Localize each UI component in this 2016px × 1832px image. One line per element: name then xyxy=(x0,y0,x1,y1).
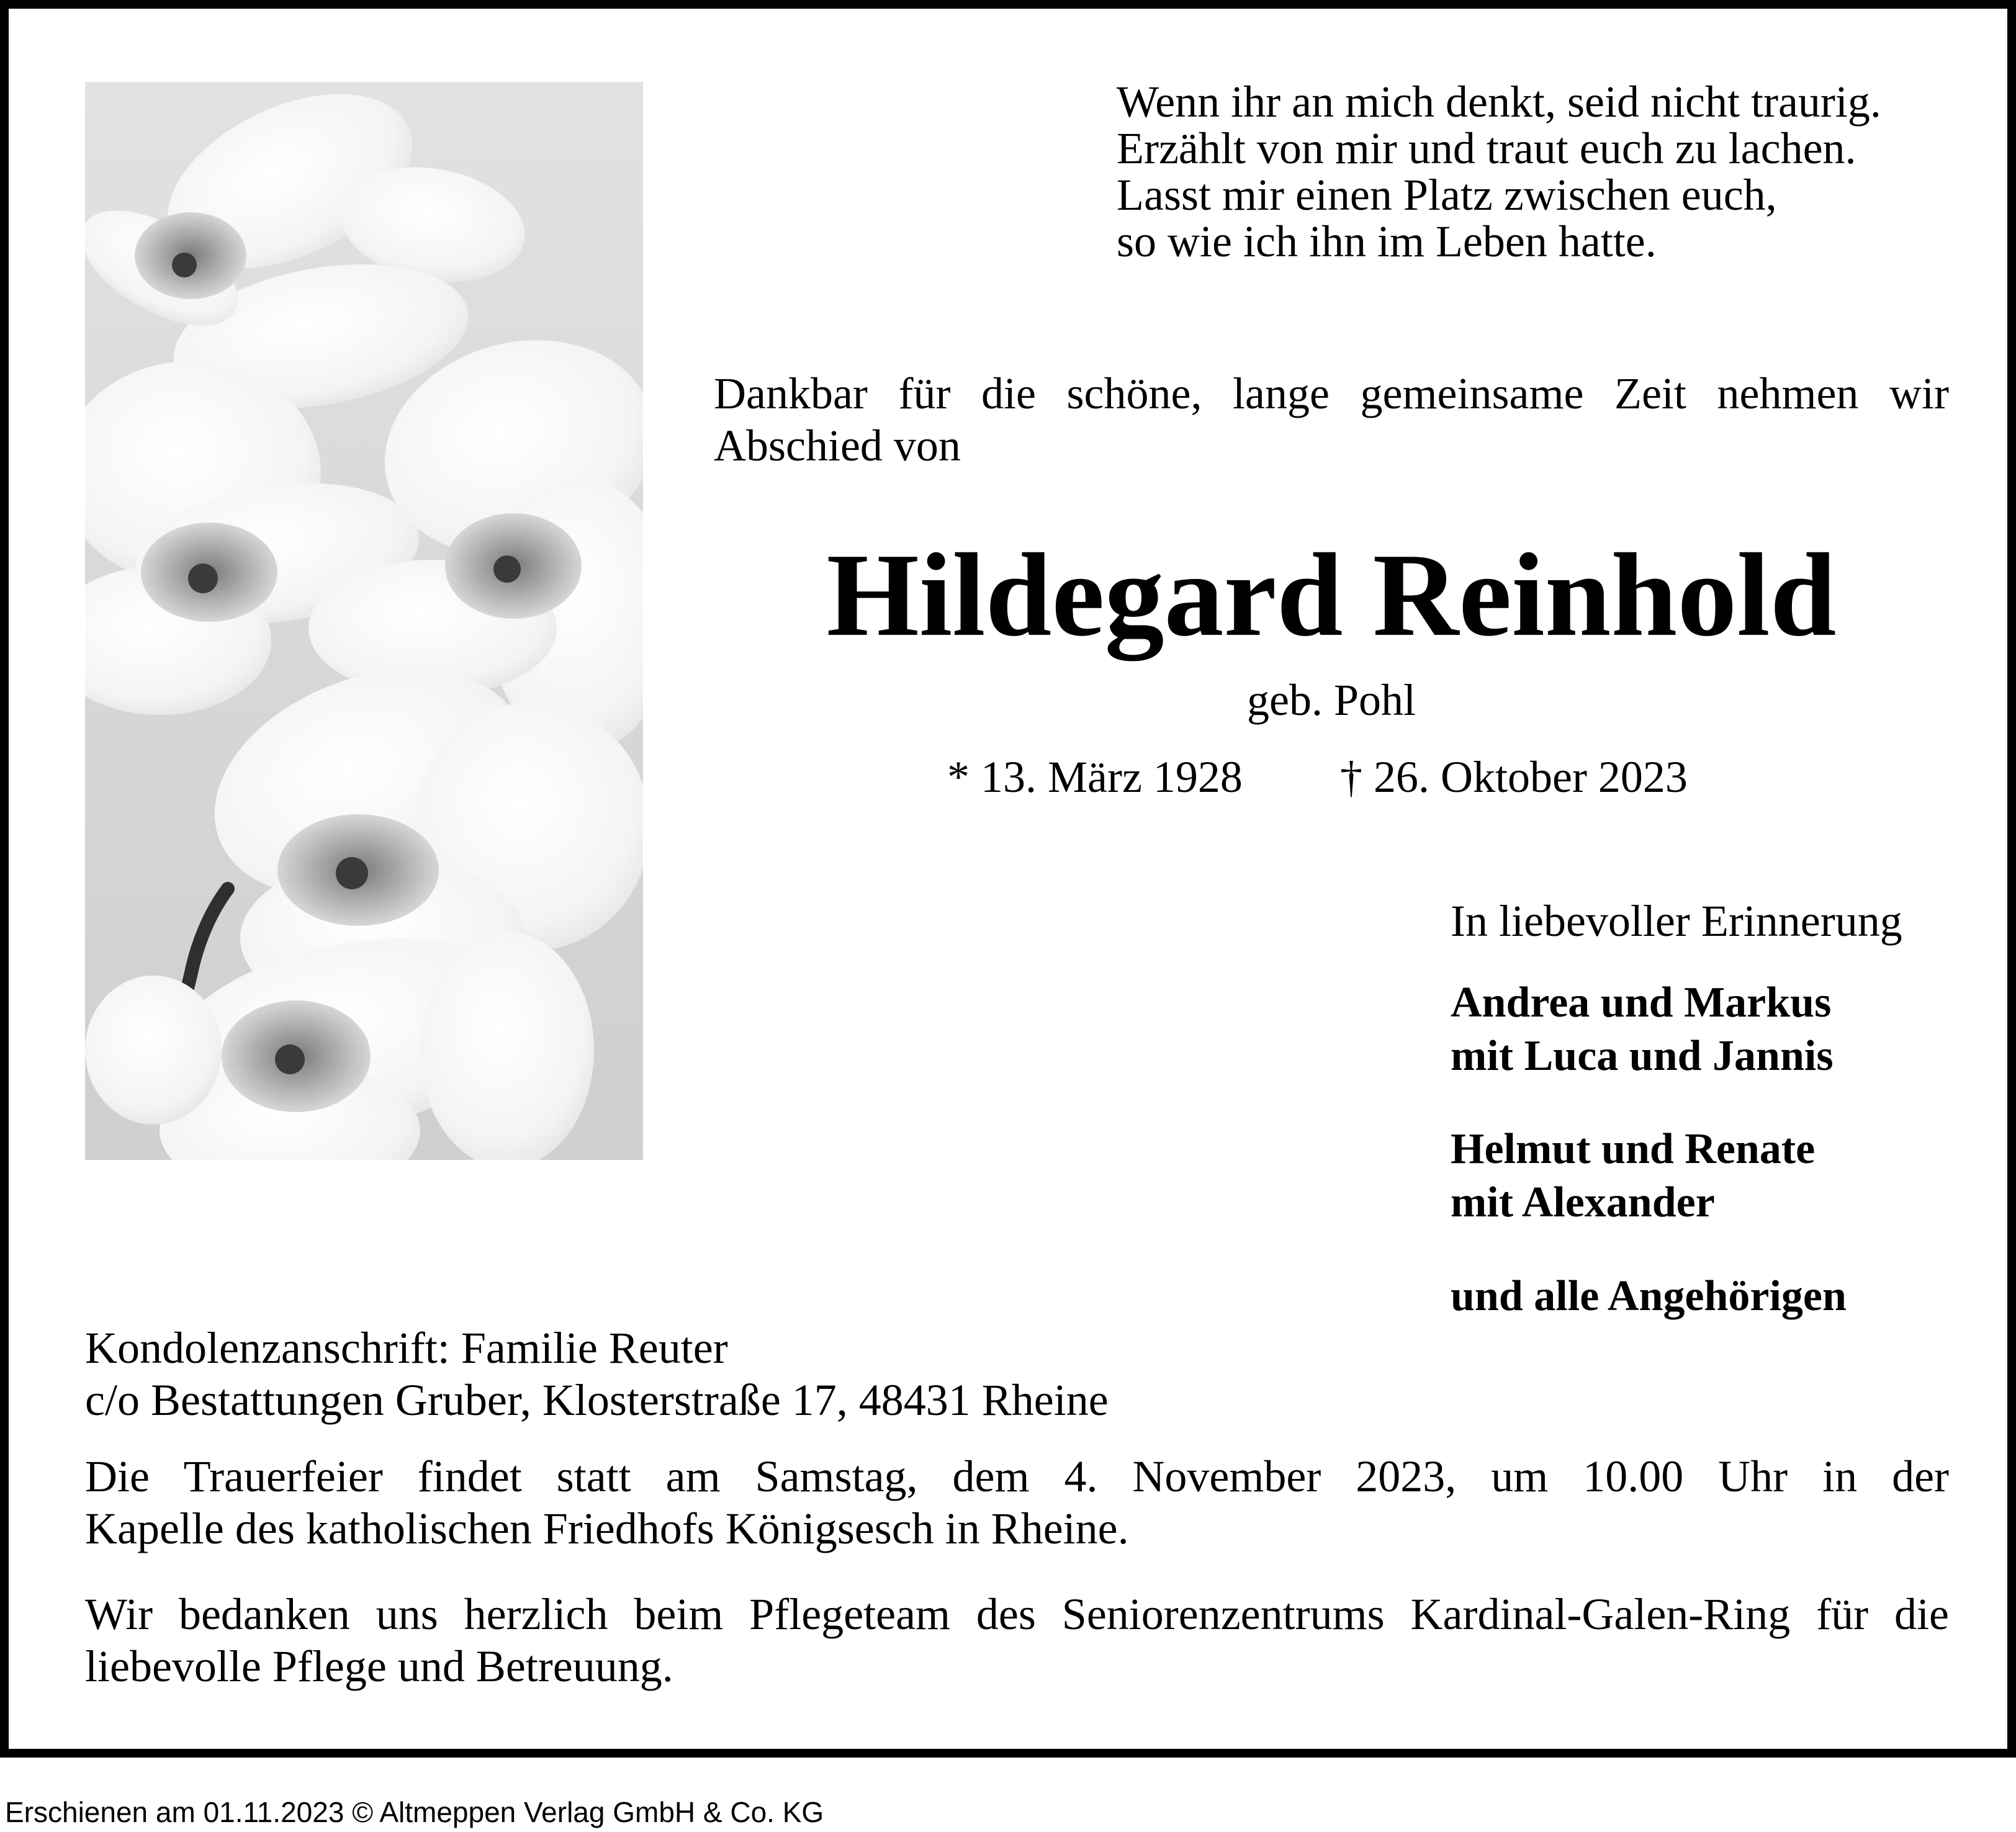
maiden-name: geb. Pohl xyxy=(1246,675,1416,725)
intro-line: Dankbar für die schöne, lange gemeinsame Zeit nehmen wir xyxy=(714,369,1949,418)
poem-line: Lasst mir einen Platz zwischen euch, xyxy=(1117,170,1777,220)
orchid-image xyxy=(85,82,643,1160)
memory-heading: In liebevoller Erinnerung xyxy=(1451,896,1902,946)
condolence-address xyxy=(85,1322,1326,1426)
funeral-line: Die Trauerfeier findet statt am Samstag, dem 4. November 2023, um 10.00 Uhr in der xyxy=(85,1452,1949,1501)
poem xyxy=(1117,79,1986,265)
mourner-line: Andrea und Markus xyxy=(1451,979,1832,1026)
thanks-line: liebevolle Pflege und Betreuung. xyxy=(85,1641,673,1691)
orchid-photo xyxy=(85,82,643,1160)
funeral-info xyxy=(85,1450,1949,1555)
mourner-line: Helmut und Renate xyxy=(1451,1125,1816,1173)
funeral-line: Kapelle des katholischen Friedhofs Königsesch in Rheine. xyxy=(85,1504,1129,1553)
thanks-line: Wir bedanken uns herzlich beim Pflegeteam des Seniorenzentrums Kardinal-Galen-Ring für die xyxy=(85,1589,1949,1639)
deceased-name: Hildegard Reinhold xyxy=(826,529,1837,661)
intro-text xyxy=(714,367,1949,472)
publication-footer: Erschienen am 01.11.2023 © Altmeppen Verlag GmbH & Co. KG xyxy=(5,1796,824,1828)
mourner-closing: und alle Angehörigen xyxy=(1451,1272,1847,1320)
poem-line: so wie ich ihn im Leben hatte. xyxy=(1117,217,1657,266)
mourner-group xyxy=(1451,976,1834,1083)
mourner-line: mit Luca und Jannis xyxy=(1451,1032,1834,1080)
death-date: † 26. Oktober 2023 xyxy=(1340,752,1688,802)
address-line: c/o Bestattungen Gruber, Klosterstraße 17, 48431 Rheine xyxy=(85,1375,1109,1425)
poem-line: Erzählt von mir und traut euch zu lachen. xyxy=(1117,123,1856,173)
mourner-group xyxy=(1451,1123,1815,1229)
address-line: Kondolenzanschrift: Familie Reuter xyxy=(85,1323,728,1373)
thanks-text xyxy=(85,1588,1949,1692)
intro-line: Abschied von xyxy=(714,421,961,470)
mourner-line: mit Alexander xyxy=(1451,1179,1715,1226)
birth-date: * 13. März 1928 xyxy=(947,752,1243,802)
poem-line: Wenn ihr an mich denkt, seid nicht traurig. xyxy=(1117,77,1881,127)
